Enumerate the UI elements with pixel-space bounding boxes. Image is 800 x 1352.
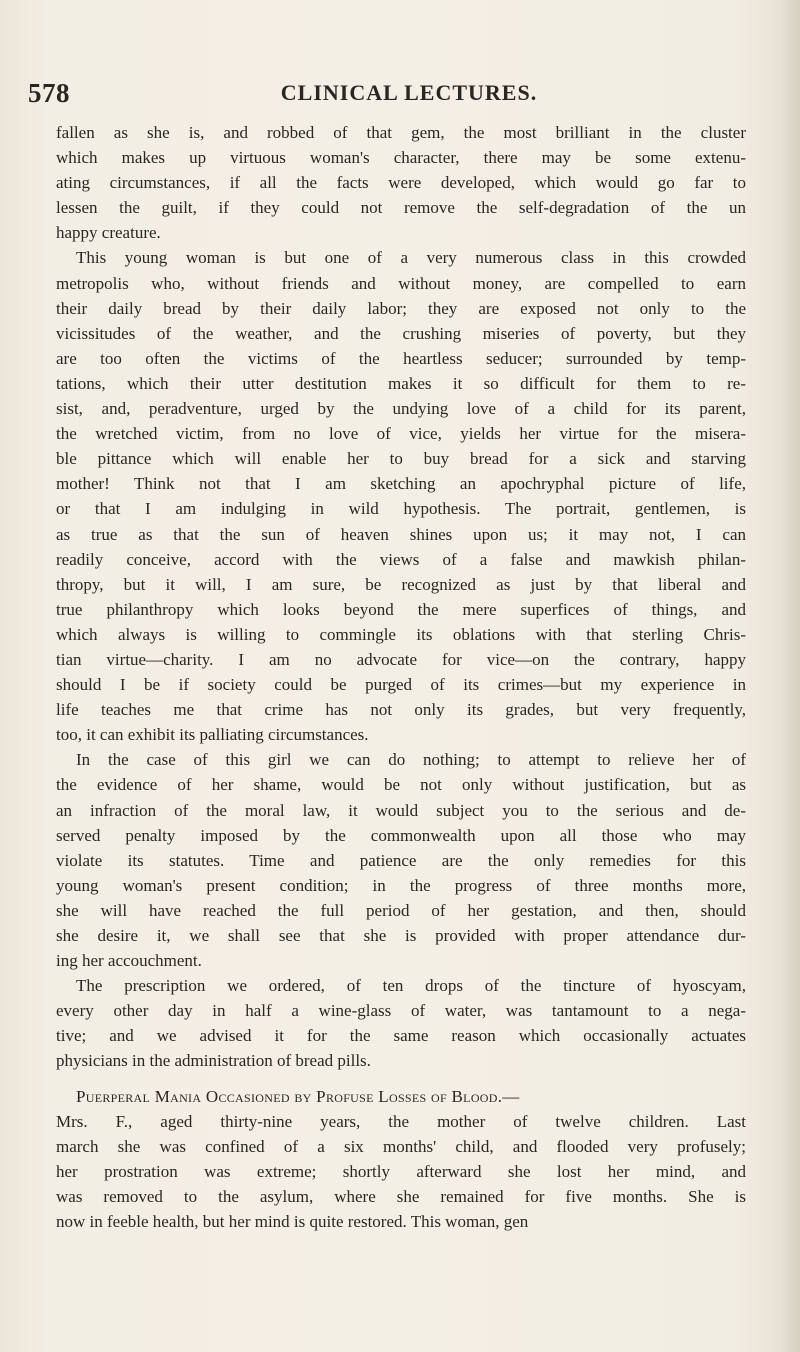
text-line: happy creature.	[56, 223, 161, 243]
text-line: which always is willing to commingle its oblations with that sterling Chris-	[56, 624, 746, 644]
text-line: thropy, but it will, I am sure, be recognized as just by that liberal and	[56, 574, 746, 594]
text-line: was removed to the asylum, where she remained for five months. She is	[56, 1186, 746, 1206]
page-number: 578	[28, 78, 70, 108]
text-line: In the case of this girl we can do nothing; to attempt to relieve her of	[76, 750, 746, 770]
text-line: mother! Think not that I am sketching an apochryphal picture of life,	[56, 474, 746, 494]
text-line: ble pittance which will enable her to buy bread for a sick and starving	[56, 449, 746, 469]
text-line: ating circumstances, if all the facts were developed, which would go far to	[56, 173, 746, 193]
text-line: ing her accouchment.	[56, 951, 202, 971]
paragraph	[56, 1084, 746, 1235]
text-line: This young woman is but one of a very numerous class in this crowded	[76, 248, 746, 268]
text-line: or that I am indulging in wild hypothesis. The portrait, gentlemen, is	[56, 499, 746, 519]
text-line: now in feeble health, but her mind is quite restored. This woman, gen	[56, 1212, 529, 1232]
text-line: every other day in half a wine-glass of water, was tantamount to a nega-	[56, 1001, 746, 1021]
body-text	[56, 120, 746, 1234]
text-line: she desire it, we shall see that she is provided with proper attendance dur-	[56, 926, 746, 945]
text-line: should I be if society could be purged of its crimes—but my experience in	[56, 675, 746, 695]
text-line: sist, and, peradventure, urged by the undying love of a child for its parent,	[56, 399, 746, 419]
paragraph	[56, 747, 746, 973]
text-line: the wretched victim, from no love of vice, yields her virtue for the misera-	[56, 424, 746, 444]
page-edge-shadow	[780, 0, 800, 1352]
text-line: vicissitudes of the weather, and the crushing miseries of poverty, but they	[56, 323, 746, 343]
text-line: life teaches me that crime has not only its grades, but very frequently,	[56, 700, 746, 720]
text-line: the evidence of her shame, would be not only without justification, but as	[56, 775, 746, 795]
text-line: which makes up virtuous woman's character, there may be some extenu-	[56, 148, 746, 168]
text-line: an infraction of the moral law, it would subject you to the serious and de-	[56, 800, 746, 820]
text-line: tian virtue—charity. I am no advocate for vice—on the contrary, happy	[56, 649, 746, 669]
section-heading: Puerperal Mania Occasioned by Profuse Losses of Blood.—	[76, 1086, 520, 1106]
text-line: Mrs. F., aged thirty-nine years, the mother of twelve children. Last	[56, 1111, 746, 1131]
text-line: physicians in the administration of bread pills.	[56, 1051, 371, 1071]
text-line: lessen the guilt, if they could not remove the self-degradation of the un	[56, 198, 746, 218]
text-line: march she was confined of a six months' child, and flooded very profusely;	[56, 1136, 746, 1156]
text-line: she will have reached the full period of her gestation, and then, should	[56, 900, 746, 920]
text-line: served penalty imposed by the commonwealth upon all those who may	[56, 825, 746, 845]
paragraph	[56, 973, 746, 1073]
section-heading-line	[56, 1084, 746, 1109]
text-line: The prescription we ordered, of ten drops of the tincture of hyoscyam,	[76, 976, 746, 996]
text-line: young woman's present condition; in the progress of three months more,	[56, 875, 746, 895]
text-line: her prostration was extreme; shortly afterward she lost her mind, and	[56, 1161, 746, 1181]
text-line: their daily bread by their daily labor; they are exposed not only to the	[56, 298, 746, 318]
text-line: are too often the victims of the heartless seducer; surrounded by temp-	[56, 348, 746, 368]
text-line: readily conceive, accord with the views of a false and mawkish philan-	[56, 549, 746, 569]
text-line: violate its statutes. Time and patience are the only remedies for this	[56, 850, 746, 870]
text-line: as true as that the sun of heaven shines upon us; it may not, I can	[56, 524, 746, 544]
paragraph	[56, 245, 746, 747]
text-line: tive; and we advised it for the same reason which occasionally actuates	[56, 1026, 746, 1046]
page-header	[28, 78, 748, 110]
text-line: too, it can exhibit its palliating circumstances.	[56, 725, 369, 745]
text-line: true philanthropy which looks beyond the mere superfices of things, and	[56, 599, 746, 619]
text-line: tations, which their utter destitution makes it so difficult for them to re-	[56, 373, 746, 393]
text-line: metropolis who, without friends and without money, are compelled to earn	[56, 273, 746, 293]
running-head: CLINICAL LECTURES.	[280, 80, 538, 105]
text-line: fallen as she is, and robbed of that gem, the most brilliant in the cluster	[56, 123, 746, 142]
paragraph	[56, 120, 746, 245]
